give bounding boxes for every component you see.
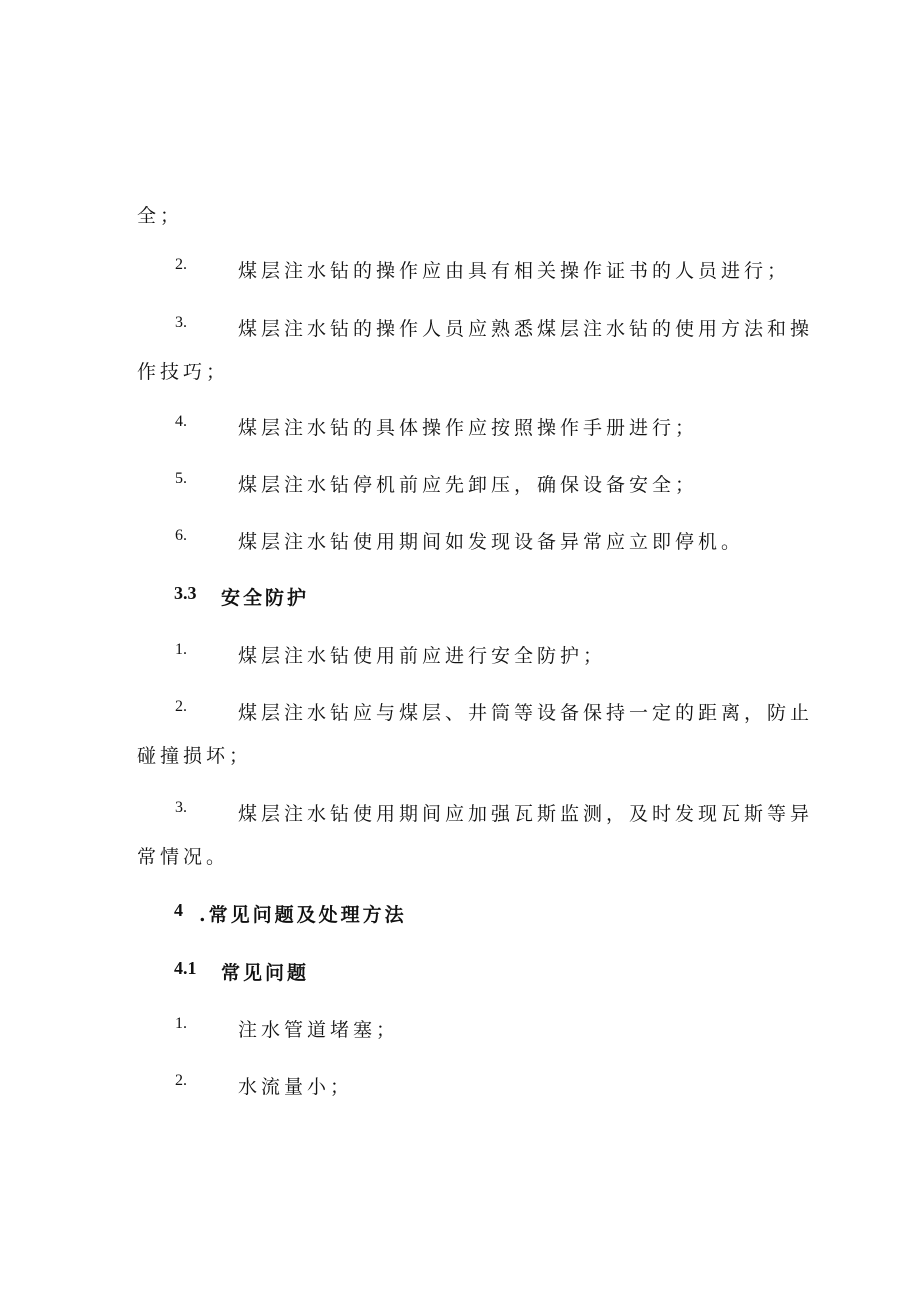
paragraph-continuation: 常情况。 bbox=[137, 846, 230, 868]
list-number: 6. bbox=[175, 527, 187, 544]
list-text: 水流量小； bbox=[238, 1076, 354, 1098]
list-number: 2. bbox=[175, 698, 187, 715]
section-number: 3.3 bbox=[174, 583, 197, 603]
list-text: 煤层注水钻使用期间如发现设备异常应立即停机。 bbox=[238, 531, 745, 553]
list-text: 煤层注水钻的具体操作应按照操作手册进行； bbox=[238, 417, 699, 439]
list-text: 煤层注水钻使用前应进行安全防护； bbox=[238, 645, 607, 667]
section-title: 安全防护 bbox=[221, 587, 310, 609]
list-number: 2. bbox=[175, 1072, 187, 1089]
list-number: 5. bbox=[175, 470, 187, 487]
list-text: 煤层注水钻使用期间应加强瓦斯监测，及时发现瓦斯等异 bbox=[238, 803, 814, 825]
section-title: .常见问题及处理方法 bbox=[199, 904, 407, 926]
list-number: 2. bbox=[175, 256, 187, 273]
list-number: 4. bbox=[175, 413, 187, 430]
list-number: 3. bbox=[175, 799, 187, 816]
list-text: 煤层注水钻应与煤层、井筒等设备保持一定的距离，防止 bbox=[238, 702, 814, 724]
paragraph-continuation: 作技巧； bbox=[137, 361, 230, 383]
list-number: 1. bbox=[175, 1015, 187, 1032]
list-number: 1. bbox=[175, 641, 187, 658]
list-text: 注水管道堵塞； bbox=[238, 1019, 400, 1041]
section-number: 4 bbox=[174, 900, 183, 920]
paragraph-continuation: 碰撞损坏； bbox=[137, 745, 253, 767]
list-number: 3. bbox=[175, 314, 187, 331]
list-text: 煤层注水钻停机前应先卸压，确保设备安全； bbox=[238, 474, 699, 496]
list-text: 煤层注水钻的操作人员应熟悉煤层注水钻的使用方法和操 bbox=[238, 318, 814, 340]
list-text: 煤层注水钻的操作应由具有相关操作证书的人员进行； bbox=[238, 260, 791, 282]
section-title: 常见问题 bbox=[221, 962, 310, 984]
paragraph-continuation: 全； bbox=[137, 205, 184, 227]
section-number: 4.1 bbox=[174, 958, 197, 978]
